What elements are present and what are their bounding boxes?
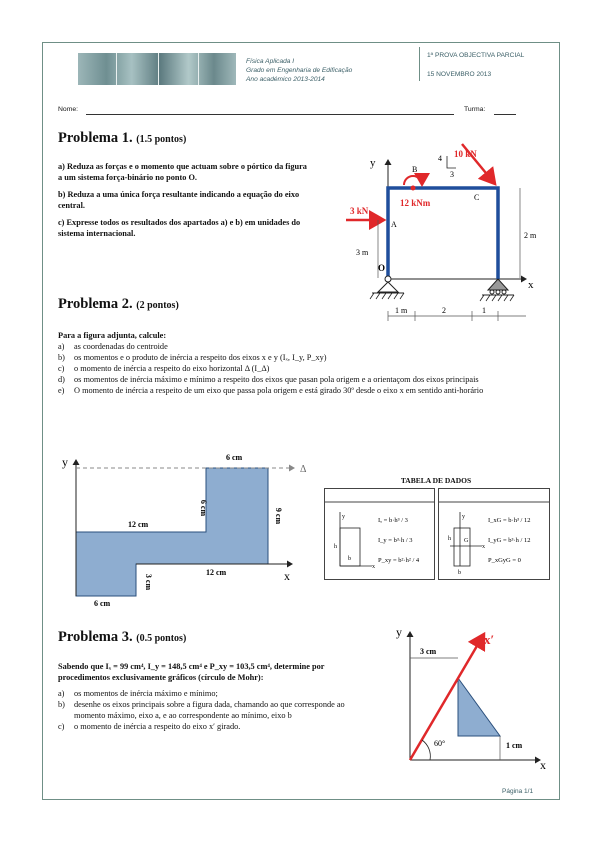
roller-support-right <box>480 279 514 301</box>
delta-label: Δ <box>300 464 307 475</box>
formula-pxy: P_xy = b²·h² / 4 <box>378 557 420 564</box>
problem3-title <box>58 629 186 646</box>
point-c: C <box>474 193 480 202</box>
problem2-title <box>58 296 179 313</box>
problem2-figure <box>56 448 318 612</box>
course-info <box>246 57 352 84</box>
svg-text:y: y <box>462 514 465 520</box>
test-info <box>427 51 524 79</box>
formula-iyg: I_yG = b³·h / 12 <box>488 537 531 544</box>
problem3-item-a: a) os momentos de inércia máximo e mínimo; <box>58 689 218 698</box>
test-date: 15 NOVEMBRO 2013 <box>427 71 492 78</box>
course-degree: Grado em Engenharia de Edificação <box>246 67 353 74</box>
problem3-title-text: Problema 3. <box>58 629 133 645</box>
slope-a: 4 <box>438 154 442 163</box>
angle-label: 60° <box>434 739 446 748</box>
problem2-title-text: Problema 2. <box>58 296 133 312</box>
point-a: A <box>391 220 397 229</box>
header-divider <box>419 47 420 81</box>
svg-text:y: y <box>342 514 345 520</box>
angle-arc <box>422 740 430 760</box>
problem1-points: (1.5 pontos) <box>136 134 187 145</box>
axis-x-label: x <box>528 279 534 291</box>
moment-label: 12 kNm <box>400 198 431 208</box>
problem2-item-c: c) o momento de inércia a respeito do eixo horizontal Δ (I_Δ) <box>58 364 270 373</box>
problem1-item-b: b) Reduza a uma única força resultante indicando a equação do eixo central. <box>58 190 300 210</box>
moment-point <box>411 186 416 191</box>
problem2-item-d: d) os momentos de inércia máximo e mínimo a respeito dos eixos que pasan pola origem e a orientaçom dos eixos principais <box>58 375 479 384</box>
problem2-intro: Para a figura adjunta, calcule: <box>58 331 167 340</box>
axis-x-label: x <box>540 758 546 772</box>
svg-text:h: h <box>448 536 451 542</box>
problem3-points: (0.5 pontos) <box>136 633 187 644</box>
force-left-label: 3 kN <box>350 206 369 216</box>
test-title: 1ª PROVA OBJECTIVA PARCIAL <box>427 52 525 59</box>
moment-arrow <box>404 176 422 185</box>
problem2-body <box>58 330 538 396</box>
problem1-figure <box>340 140 560 325</box>
problem1-item-c: c) Expresse todos os resultados dos apartados a) e b) em unidades do sistema internacional. <box>58 218 301 238</box>
svg-text:h: h <box>334 544 337 550</box>
name-label: Nome: <box>58 106 79 113</box>
problem2-item-b: b) os momentos e o produto de inércia a respeito dos eixos x e y (Iₓ, I_y, P_xy) <box>58 353 327 362</box>
svg-text:b: b <box>348 556 351 562</box>
cross-section-shape <box>76 468 268 596</box>
course-year: Ano académico 2013-2014 <box>246 76 325 83</box>
data-table <box>324 488 550 580</box>
name-field[interactable] <box>86 114 454 115</box>
svg-text:x: x <box>482 544 485 550</box>
axis-y-label: y <box>62 455 68 469</box>
dim-right-v: 9 cm <box>274 507 283 525</box>
dim-mid-v: 6 cm <box>199 499 208 517</box>
formula-ixg: I_xG = b·h³ / 12 <box>488 517 531 524</box>
axis-x-prime-label: x′ <box>484 632 495 647</box>
class-field[interactable] <box>494 114 516 115</box>
dim-3: 3 cm <box>144 573 153 591</box>
svg-text:G: G <box>464 538 469 544</box>
dim-2: 2 <box>442 306 446 315</box>
dim-12-bottom: 12 cm <box>206 568 227 577</box>
problem3-intro: Sabendo que Iₓ = 99 cm⁴, I_y = 148,5 cm⁴ e P_xy = 103,5 cm⁴, determine por procedimentos exclusivamente gráficos (círculo de Mohr): <box>58 662 325 682</box>
formula-ix: Iₓ = b·h³ / 3 <box>378 517 408 524</box>
problem3-item-b: b) desenhe os eixos principais sobre a figura dada, chamando ao que corresponde ao momento máximo, eixo a, e ao correspondente ao mínimo, eixo b <box>58 700 345 720</box>
triangle-shape <box>458 678 500 736</box>
problem3-figure <box>392 622 558 772</box>
formula-pxyg: P_xGyG = 0 <box>488 557 521 564</box>
problem1-title <box>58 130 186 147</box>
dim-1cm: 1 cm <box>506 741 523 750</box>
problem1-item-a: a) Reduza as forças e o momento que actuam sobre o pórtico da figura a um sistema força-binário no ponto O. <box>58 162 307 182</box>
point-origin: O <box>378 263 386 273</box>
problem1-items <box>58 161 310 239</box>
dim-left: 3 m <box>356 248 369 257</box>
dim-top: 6 cm <box>226 453 243 462</box>
force-top-label: 10 kN <box>454 149 477 159</box>
dim-3cm: 3 cm <box>420 647 437 656</box>
problem2-list <box>58 341 538 396</box>
page-number: Página 1/1 <box>502 788 534 795</box>
problem3-item-c: c) o momento de inércia a respeito do eixo x′ girado. <box>58 722 241 731</box>
dim-right: 2 m <box>524 231 537 240</box>
axis-y-label: y <box>396 625 402 639</box>
problem3-list <box>58 688 364 732</box>
table-title: TABELA DE DADOS <box>400 476 472 485</box>
header-banner-image <box>78 53 236 85</box>
problem2-points: (2 pontos) <box>136 300 179 311</box>
slope-b: 3 <box>450 170 454 179</box>
class-label: Turma: <box>464 106 486 113</box>
problem3-body <box>58 661 364 732</box>
problem2-item-e: e) O momento de inércia a respeito de um eixo que passa pola origem e está girado 30º desde o eixo x em sentido anti-horário <box>58 386 484 395</box>
dim-1m: 1 m <box>395 306 408 315</box>
dim-12-top: 12 cm <box>128 520 149 529</box>
axis-x-label: x <box>284 569 290 583</box>
point-b: B <box>412 165 418 174</box>
svg-text:b: b <box>458 570 461 576</box>
dim-6-bottom: 6 cm <box>94 599 111 608</box>
problem2-item-a: a) as coordenadas do centroide <box>58 342 168 351</box>
axis-y-label: y <box>370 157 376 169</box>
course-title: Física Aplicada I <box>246 58 295 65</box>
svg-text:x: x <box>372 564 375 570</box>
problem1-title-text: Problema 1. <box>58 130 133 146</box>
formula-iy: I_y = b³·h / 3 <box>378 537 413 544</box>
dim-3: 1 <box>482 306 486 315</box>
